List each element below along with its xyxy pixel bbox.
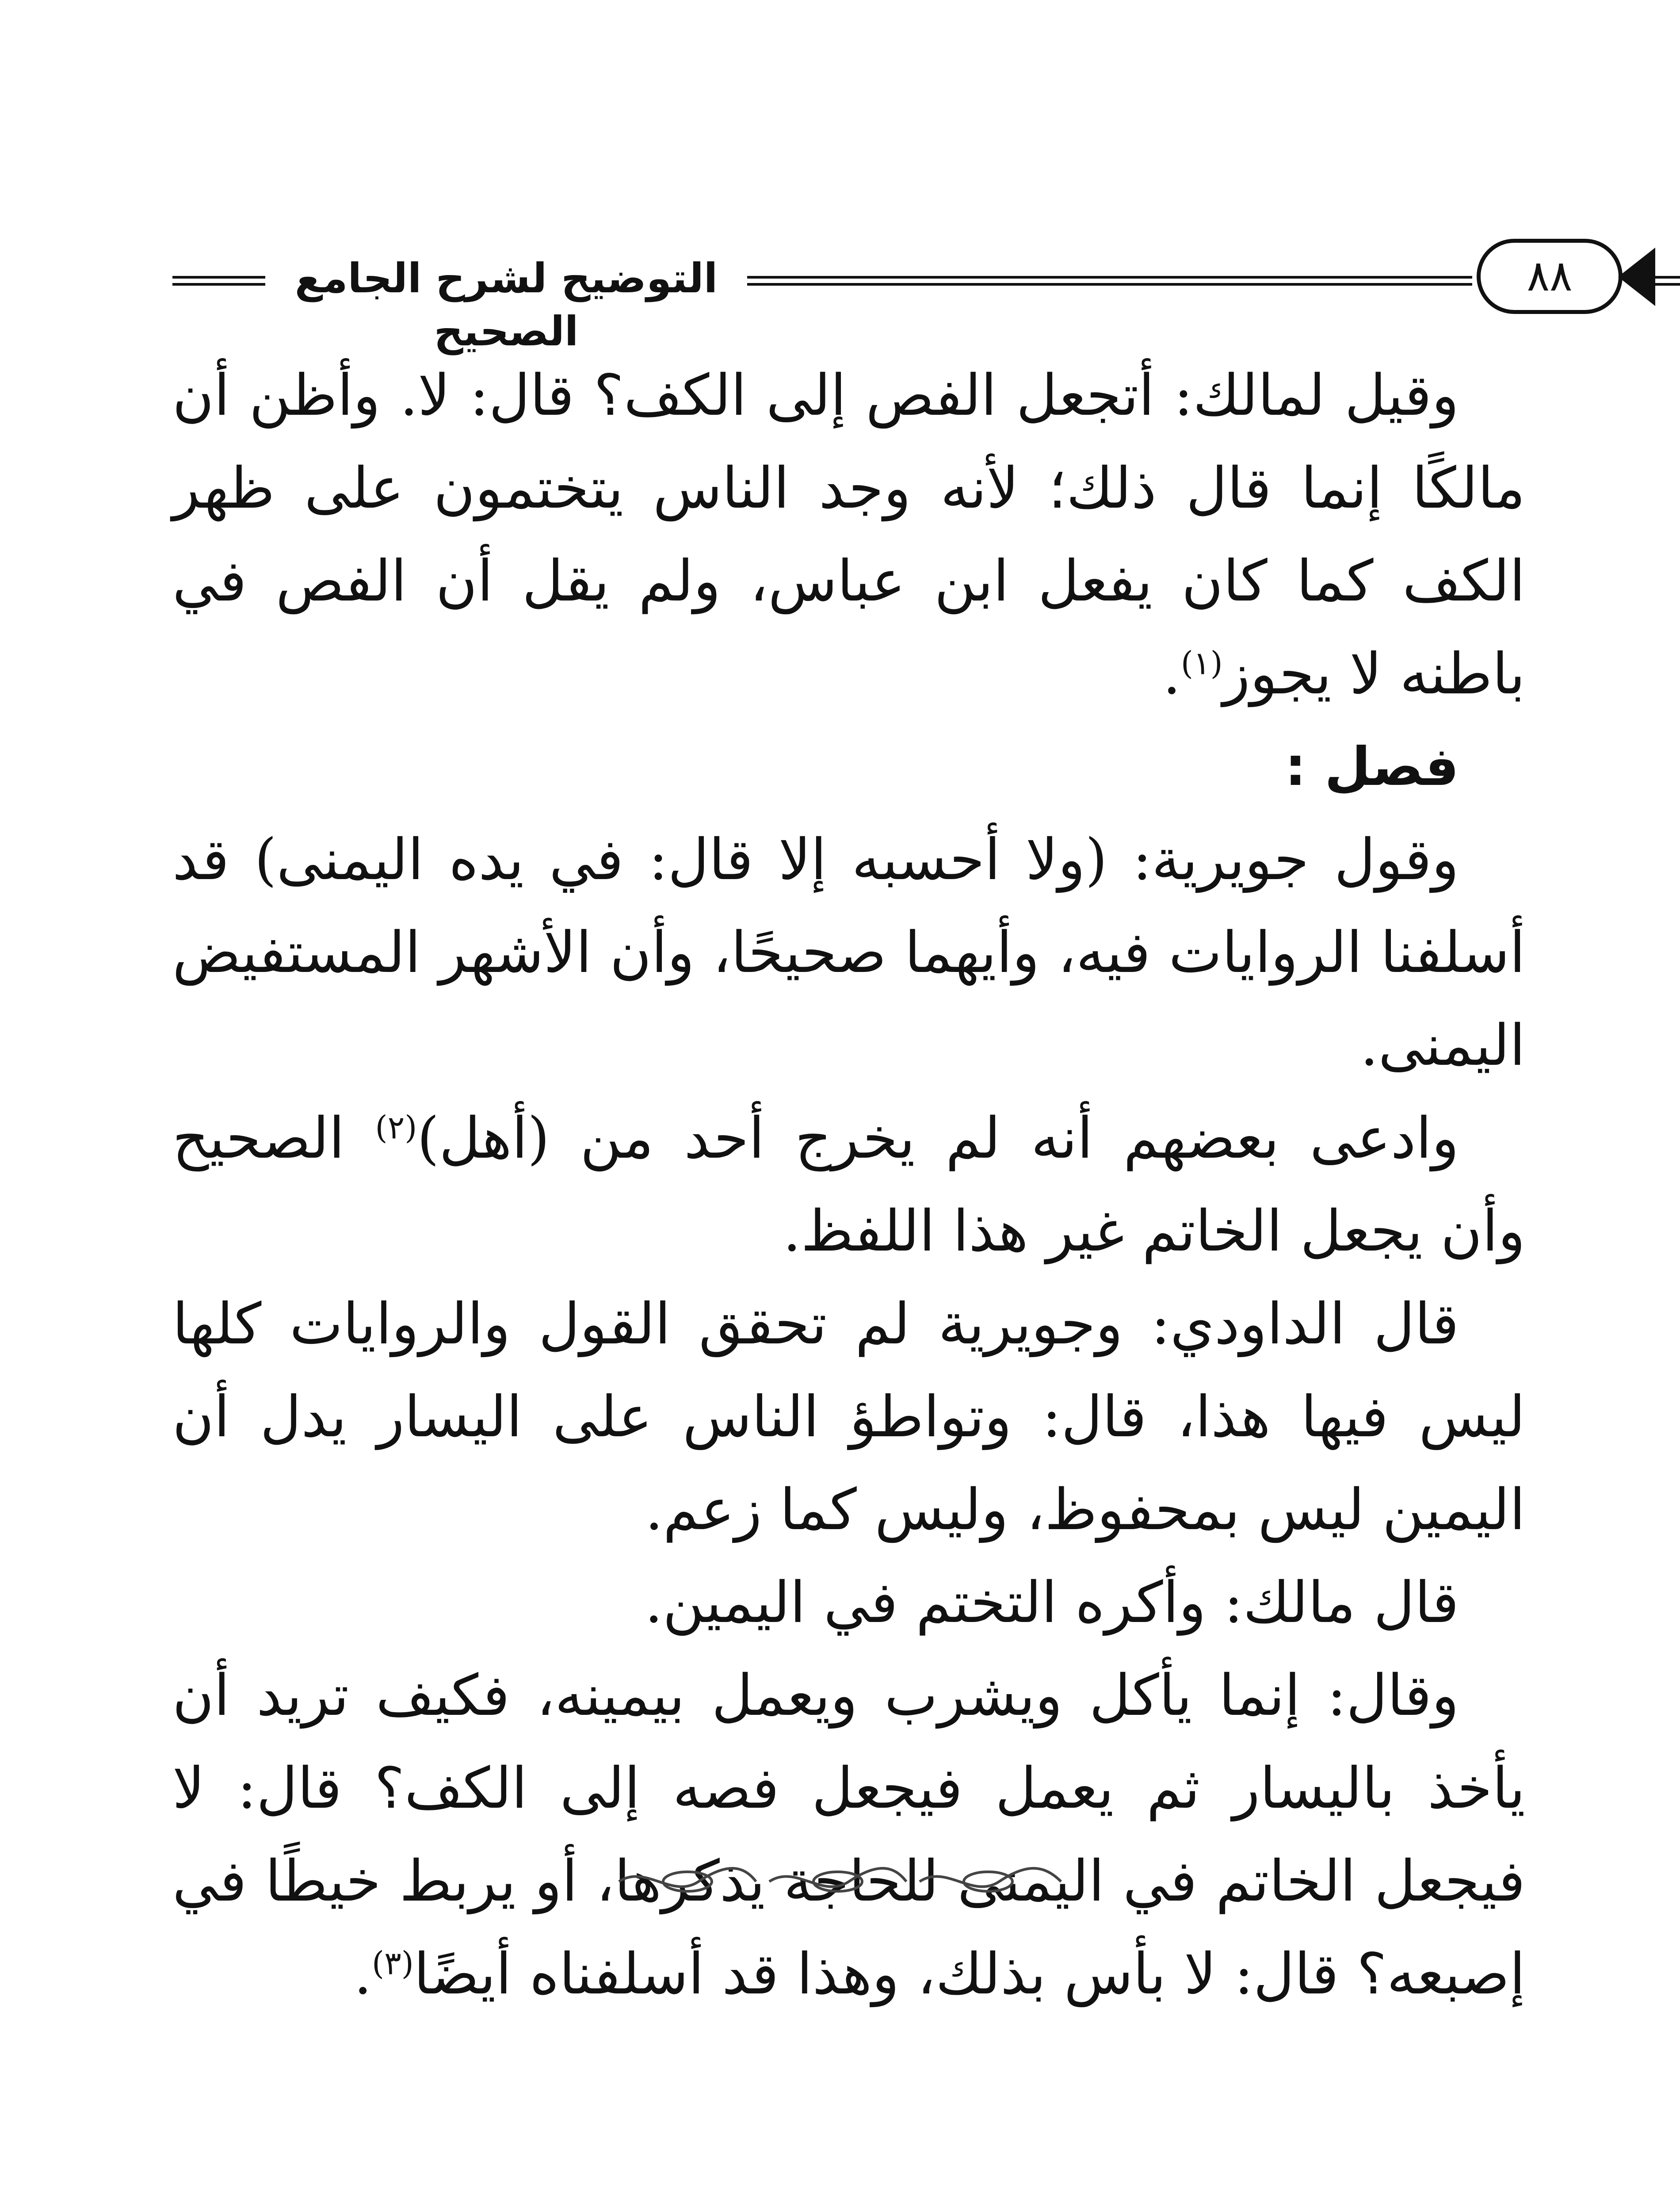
paragraph: وقول جويرية: (ولا أحسبه إلا قال: في يده اليمنى) قد أسلفنا الروايات فيه، وأيهما صحيحًا، وأن الأشهر المستفيض اليمنى.: [172, 827, 1525, 1079]
header-rule-right: [1653, 276, 1680, 279]
paragraph: قال الداودي: وجويرية لم تحقق القول والروايات كلها ليس فيها هذا، قال: وتواطؤ الناس على اليسار يدل أن اليمين ليس بمحفوظ، وليس كما زعم.: [172, 1291, 1525, 1543]
paragraph: قال مالك: وأكره التختم في اليمين.: [645, 1570, 1459, 1636]
footnote-marker: (١): [1180, 644, 1223, 682]
header-rule-left: [172, 276, 265, 279]
section-end-ornament-icon: [610, 1862, 1070, 1901]
header-rule-middle: [747, 276, 1472, 279]
header-title: التوضيح لشرح الجامع الصحيح: [294, 255, 718, 355]
paragraph: وقيل لمالك: أتجعل الفص إلى الكف؟ قال: لا. وأظن أن مالكًا إنما قال ذلك؛ لأنه وجد الناس يتختمون على ظهر الكف كما كان يفعل ابن عباس، ولم يقل أن الفص في باطنه لا يجوز$^{(١)}$.: [172, 363, 1526, 707]
footnote-marker: (٢): [375, 1109, 417, 1146]
paragraph: وقال: إنما يأكل ويشرب ويعمل بيمينه، فكيف تريد أن يأخذ باليسار ثم يعمل فيجعل فصه إلى الكف؟ قال: لا فيجعل الخاتم في اليمنى للحاجة يذكرها، أو يربط خيطًا في إصبعه؟ قال: لا بأس بذلك، وهذا قد أسلفناه أيضًا$^{(٣)}$.: [172, 1663, 1525, 2007]
main-text: [172, 349, 1525, 2021]
footnote-marker: (٣): [372, 1944, 414, 1982]
paragraph: وادعى بعضهم أنه لم يخرج أحد من (أهل)$^{(٢)}$ الصحيح وأن يجعل الخاتم غير هذا اللفظ.: [172, 1106, 1525, 1264]
running-header: [172, 239, 1573, 355]
page-number-pointer-icon: [1618, 248, 1655, 306]
page-number: ٨٨: [1477, 239, 1623, 314]
section-heading: فصل :: [1285, 736, 1459, 798]
